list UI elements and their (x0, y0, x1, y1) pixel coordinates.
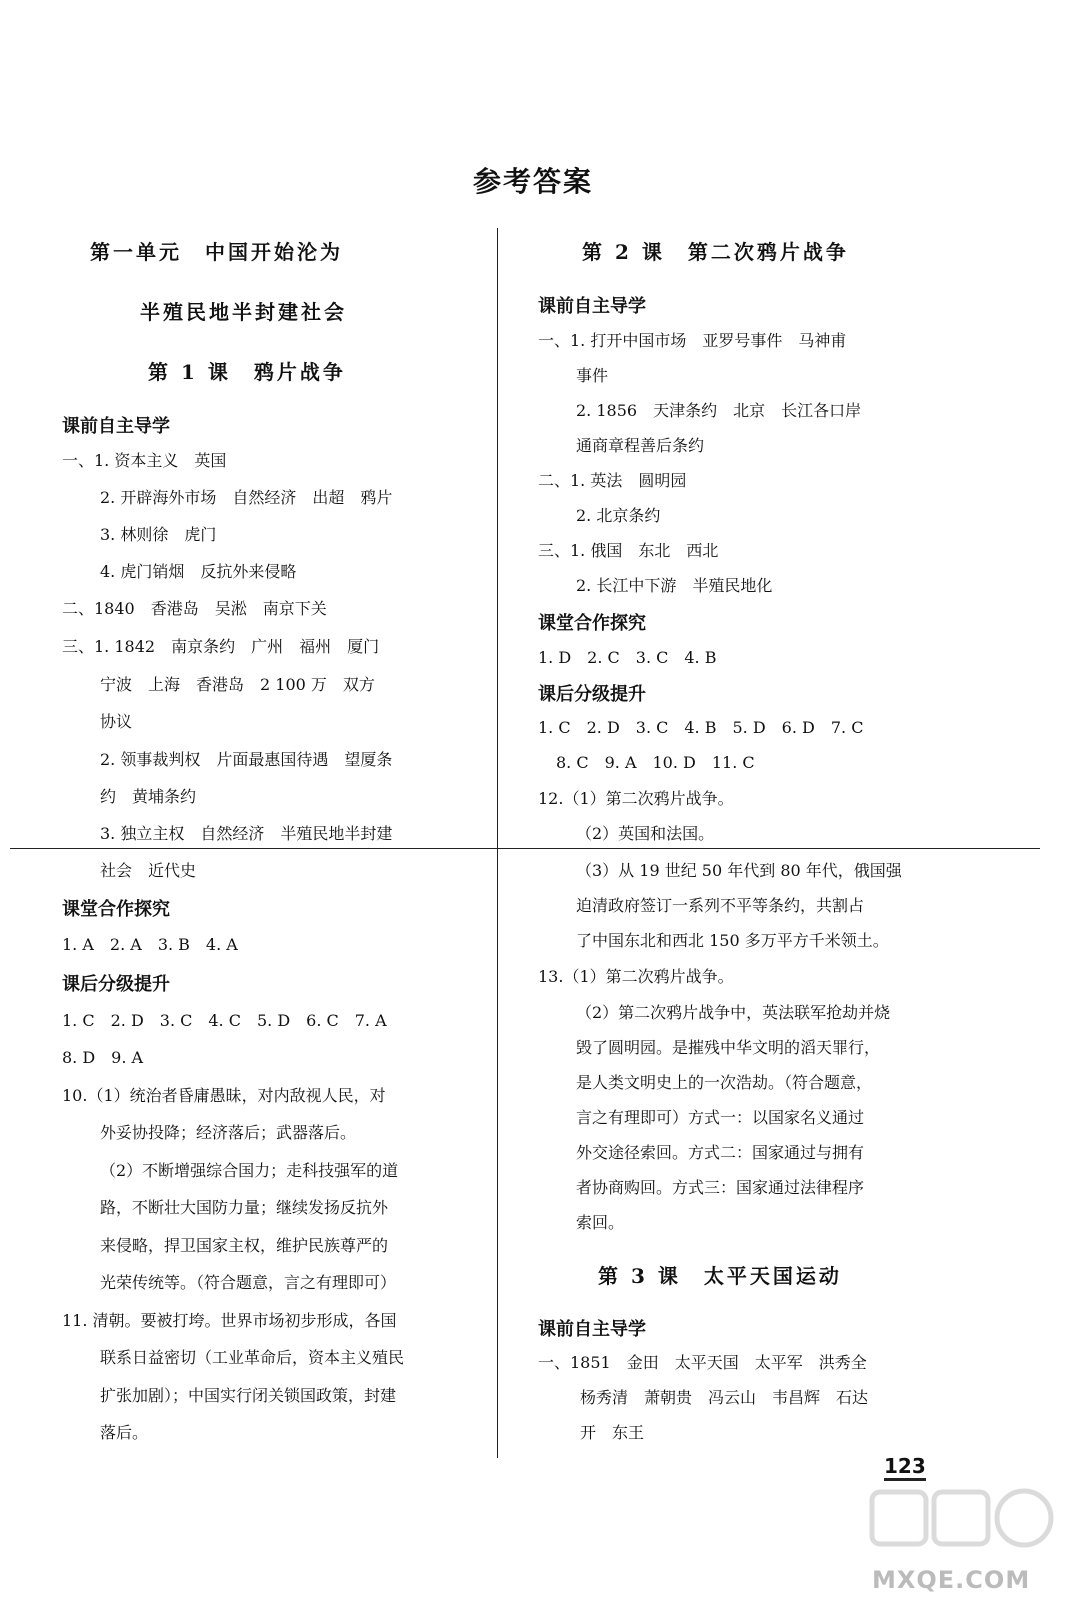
left-line-10: 宁波 上海 香港岛 2 100 万 双方 (100, 675, 375, 694)
left-line-11: 协议 (100, 712, 133, 731)
right-line-14: 8. C 9. A 10. D 11. C (556, 753, 755, 772)
column-divider (497, 228, 498, 1458)
right-line-32: 开 东王 (580, 1423, 645, 1442)
left-line-2: 第 1 课 鸦片战争 (148, 360, 346, 384)
left-line-27: 11. 清朝。要被打垮。世界市场初步形成，各国 (62, 1311, 397, 1330)
right-line-13: 1. C 2. D 3. C 4. B 5. D 6. D 7. C (538, 718, 864, 737)
left-line-7: 4. 虎门销烟 反抗外来侵略 (100, 562, 297, 581)
right-line-3: 事件 (576, 366, 609, 385)
right-line-0: 第 2 课 第二次鸦片战争 (582, 240, 849, 264)
left-line-30: 落后。 (100, 1423, 149, 1442)
right-line-2: 一、1. 打开中国市场 亚罗号事件 马神甫 (538, 331, 847, 350)
left-line-25: 来侵略，捍卫国家主权，维护民族尊严的 (100, 1236, 389, 1255)
left-line-17: 1. A 2. A 3. B 4. A (62, 935, 238, 954)
left-line-3: 课前自主导学 (62, 416, 170, 437)
right-line-20: 13.（1）第二次鸦片战争。 (538, 967, 734, 986)
left-line-20: 8. D 9. A (62, 1048, 144, 1067)
right-line-29: 课前自主导学 (538, 1319, 646, 1340)
right-line-18: 迫清政府签订一系列不平等条约，共割占 (576, 896, 865, 915)
right-line-6: 二、1. 英法 圆明园 (538, 471, 687, 490)
left-line-8: 二、1840 香港岛 吴淞 南京下关 (62, 599, 327, 618)
right-line-8: 三、1. 俄国 东北 西北 (538, 541, 719, 560)
right-line-5: 通商章程善后条约 (576, 436, 705, 455)
right-line-28: 第 3 课 太平天国运动 (598, 1264, 842, 1288)
right-line-31: 杨秀清 萧朝贵 冯云山 韦昌辉 石达 (580, 1388, 869, 1407)
right-line-27: 索回。 (576, 1213, 625, 1232)
left-line-4: 一、1. 资本主义 英国 (62, 451, 227, 470)
page-number: 123 (884, 1454, 926, 1481)
left-line-16: 课堂合作探究 (62, 899, 170, 920)
right-line-16: （2）英国和法国。 (576, 824, 715, 843)
left-line-0: 第一单元 中国开始沦为 (90, 240, 343, 264)
left-line-23: （2）不断增强综合国力；走科技强军的道 (100, 1161, 399, 1180)
right-line-30: 一、1851 金田 太平天国 太平军 洪秀全 (538, 1353, 867, 1372)
right-line-25: 外交途径索回。方式二：国家通过与拥有 (576, 1143, 865, 1162)
right-line-9: 2. 长江中下游 半殖民地化 (576, 576, 773, 595)
left-line-18: 课后分级提升 (62, 974, 170, 995)
right-line-17: （3）从 19 世纪 50 年代到 80 年代，俄国强 (576, 861, 902, 880)
left-line-1: 半殖民地半封建社会 (140, 300, 347, 324)
left-line-28: 联系日益密切（工业革命后，资本主义殖民 (100, 1348, 405, 1367)
left-line-12: 2. 领事裁判权 片面最惠国待遇 望厦条 (100, 750, 393, 769)
right-line-23: 是人类文明史上的一次浩劫。（符合题意， (576, 1073, 873, 1092)
page-title: 参考答案 (472, 165, 593, 198)
right-line-1: 课前自主导学 (538, 296, 646, 317)
left-line-6: 3. 林则徐 虎门 (100, 525, 217, 544)
right-line-12: 课后分级提升 (538, 684, 646, 705)
right-line-7: 2. 北京条约 (576, 506, 661, 525)
watermark-url: MXQE.COM (872, 1566, 1031, 1594)
right-line-21: （2）第二次鸦片战争中，英法联军抢劫并烧 (576, 1003, 891, 1022)
left-line-22: 外妥协投降；经济落后；武器落后。 (100, 1123, 357, 1142)
left-line-13: 约 黄埔条约 (100, 787, 197, 806)
right-line-4: 2. 1856 天津条约 北京 长江各口岸 (576, 401, 862, 420)
left-line-15: 社会 近代史 (100, 861, 197, 880)
left-line-24: 路，不断壮大国防力量；继续发扬反抗外 (100, 1198, 389, 1217)
right-line-15: 12.（1）第二次鸦片战争。 (538, 789, 734, 808)
right-line-10: 课堂合作探究 (538, 613, 646, 634)
right-line-24: 言之有理即可）方式一：以国家名义通过 (576, 1108, 865, 1127)
left-line-21: 10.（1）统治者昏庸愚昧，对内敌视人民，对 (62, 1086, 386, 1105)
right-line-11: 1. D 2. C 3. C 4. B (538, 648, 717, 667)
fold-line (10, 848, 1040, 849)
left-line-5: 2. 开辟海外市场 自然经济 出超 鸦片 (100, 488, 393, 507)
right-line-26: 者协商购回。方式三：国家通过法律程序 (576, 1178, 865, 1197)
right-line-22: 毁了圆明园。是摧残中华文明的滔天罪行， (576, 1038, 881, 1057)
left-line-19: 1. C 2. D 3. C 4. C 5. D 6. C 7. A (62, 1011, 387, 1030)
left-line-26: 光荣传统等。（符合题意，言之有理即可） (100, 1273, 397, 1292)
left-line-29: 扩张加剧）；中国实行闭关锁国政策，封建 (100, 1386, 397, 1405)
left-line-14: 3. 独立主权 自然经济 半殖民地半封建 (100, 824, 393, 843)
left-line-9: 三、1. 1842 南京条约 广州 福州 厦门 (62, 637, 380, 656)
right-line-19: 了中国东北和西北 150 多万平方千米领土。 (576, 931, 889, 950)
